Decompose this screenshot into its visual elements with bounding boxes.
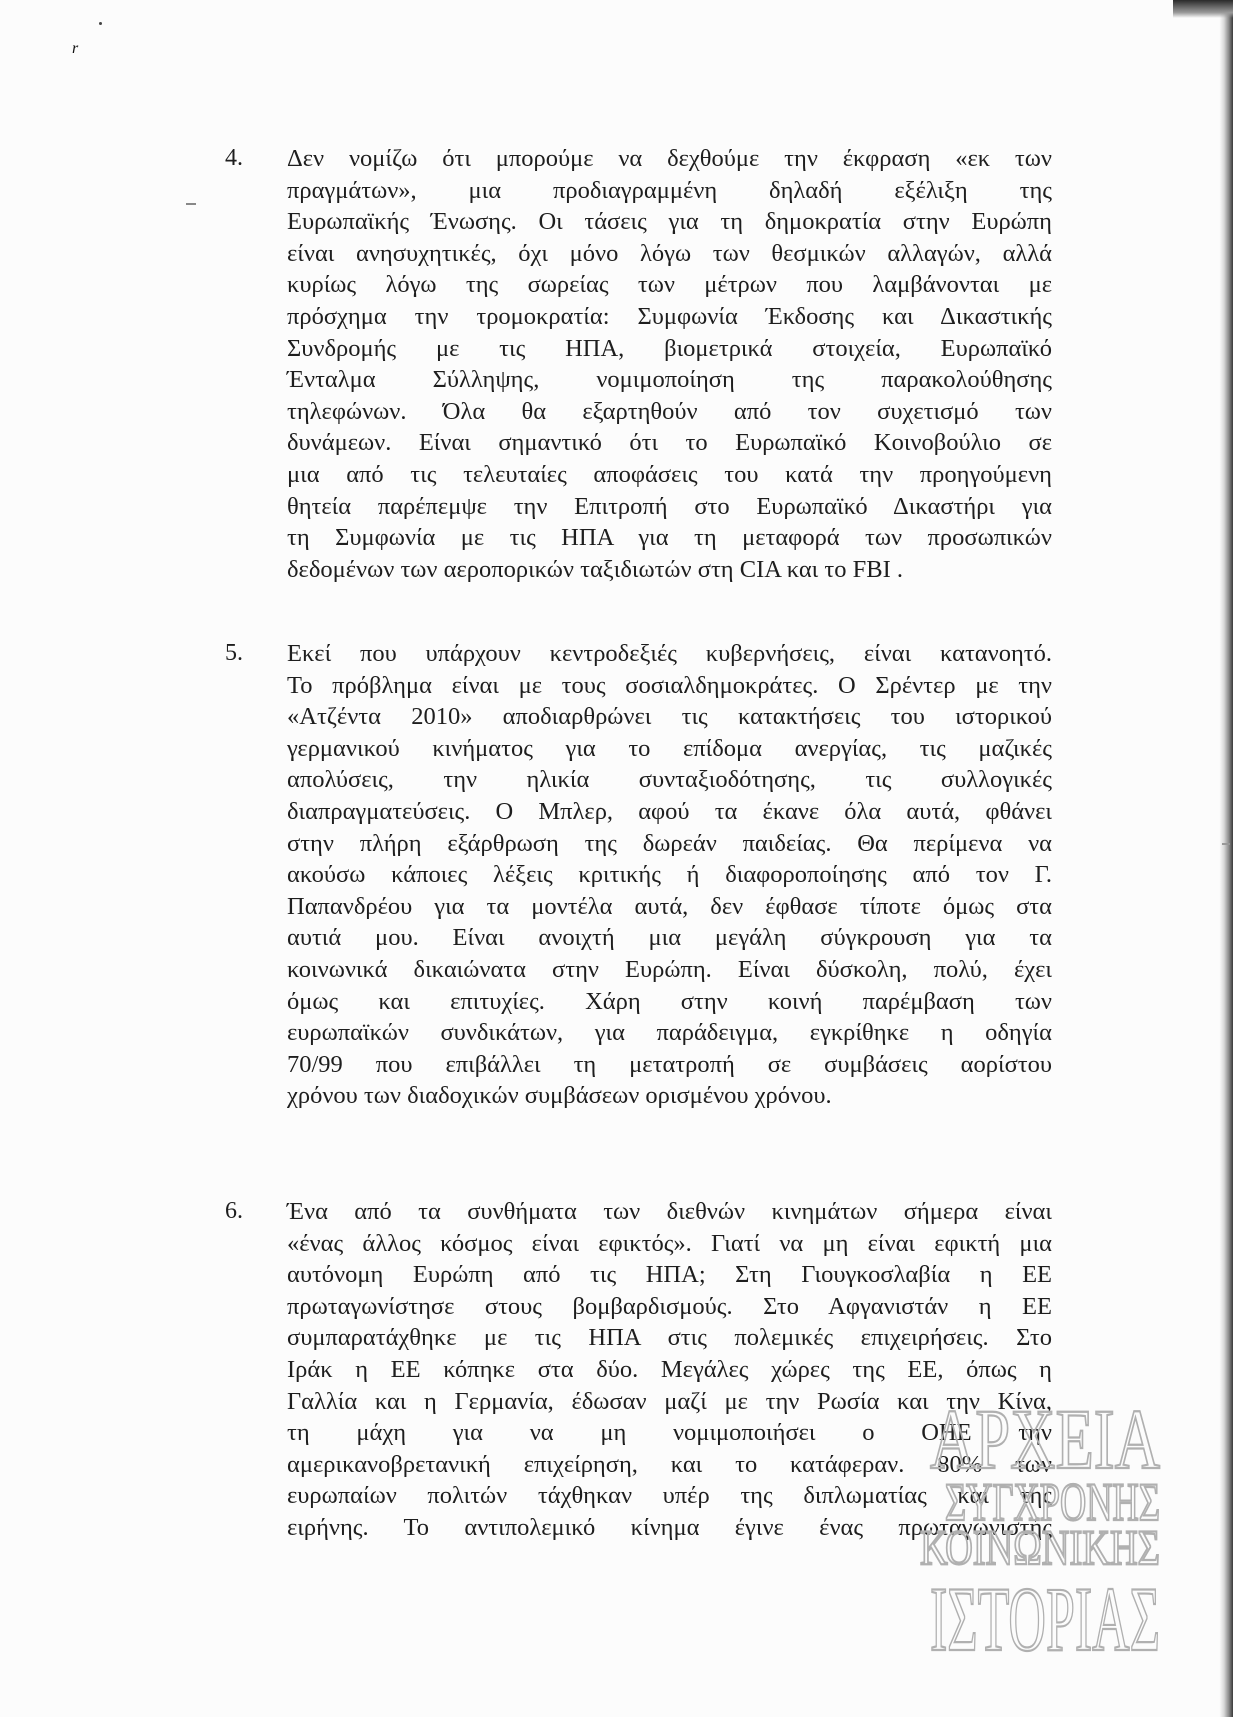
stamp-line-2: ΣΥΓΧΡΟΝΗΣ (945, 1472, 1160, 1532)
text-line: Το πρόβλημα είναι με τους σοσιαλδημοκράτες. Ο Σρέντερ με την (287, 671, 1052, 699)
text-line: γερμανικού κινήματος για το επίδομα ανεργίας, τις μαζικές (287, 734, 1052, 762)
text-line: απολύσεις, την ηλικία συνταξιοδότησης, τις συλλογικές (287, 766, 1052, 794)
paragraph-number: 4. (225, 145, 243, 171)
text-line: αμερικανοβρετανική επιχείρηση, και το κατάφεραν. 80% των (287, 1450, 1052, 1478)
text-line: θητεία παρέπεμψε την Επιτροπή στο Ευρωπαϊκό Δικαστήρι για (287, 492, 1052, 520)
text-line: πραγμάτων», μια προδιαγραμμένη δηλαδή εξέλιξη της (287, 176, 1052, 204)
scan-edge-top (1173, 0, 1233, 18)
paragraph-number: 6. (225, 1198, 243, 1224)
paragraph-text (287, 143, 1052, 585)
handwritten-mark: r (72, 40, 79, 57)
text-line: κοινωνικά δικαιώνατα στην Ευρώπη. Είναι δύσκολη, πολύ, έχει (287, 955, 1052, 983)
text-line: δυνάμεων. Είναι σημαντικό ότι το Ευρωπαϊκό Κοινοβούλιο σε (287, 429, 1052, 457)
text-line: ευρωπαϊκών συνδικάτων, για παράδειγμα, εγκρίθηκε η οδηγία (287, 1019, 1052, 1047)
scan-speck (1222, 843, 1230, 845)
text-line: Γαλλία και η Γερμανία, έδωσαν μαζί με την Ρωσία και την Κίνα, (287, 1387, 1052, 1415)
text-line: τη Συμφωνία με τις ΗΠΑ για τη μεταφορά των προσωπικών (287, 524, 1052, 552)
text-line: τηλεφώνων. Όλα θα εξαρτηθούν από τον συχετισμό των (287, 397, 1052, 425)
text-line: αυτόνομη Ευρώπη από τις ΗΠΑ; Στη Γιουγκοσλαβία η ΕΕ (287, 1261, 1052, 1289)
text-line: αυτιά μου. Είναι ανοιχτή μια μεγάλη σύγκρουση για τα (287, 924, 1052, 952)
text-line: ειρήνης. Το αντιπολεμικό κίνημα έγινε ένας πρωταγωνιστής (287, 1513, 1052, 1541)
stamp-line-1: ΑΡΧΕΙΑ (930, 1391, 1160, 1487)
scan-speck (99, 22, 102, 25)
text-line: μια από τις τελευταίες αποφάσεις του κατά την προηγούμενη (287, 460, 1052, 488)
text-line: Συνδρομής με τις ΗΠΑ, βιομετρικά στοιχεία, Ευρωπαϊκό (287, 334, 1052, 362)
scan-speck (186, 203, 196, 205)
text-line: χρόνου των διαδοχικών συμβάσεων ορισμένου χρόνου. (287, 1082, 832, 1110)
paragraph-text (287, 638, 1052, 1112)
text-line: Παπανδρέου για τα μοντέλα αυτά, δεν έφθασε τίποτε όμως στα (287, 892, 1052, 920)
text-line: πρόσχημα την τρομοκρατία: Συμφωνία Έκδοσης και Δικαστικής (287, 302, 1052, 330)
text-line: πρωταγωνίστησε στους βομβαρδισμούς. Στο Αφγανιστάν η ΕΕ (287, 1292, 1052, 1320)
text-line: ακούσω κάποιες λέξεις κριτικής ή διαφοροποίησης από τον Γ. (287, 861, 1052, 889)
text-line: κυρίως λόγω της σωρείας των μέτρων που λαμβάνονται με (287, 271, 1052, 299)
text-line: Ιράκ η ΕΕ κόπηκε στα δύο. Μεγάλες χώρες της ΕΕ, όπως η (287, 1355, 1052, 1383)
text-line: συμπαρατάχθηκε με τις ΗΠΑ στις πολεμικές επιχειρήσεις. Στο (287, 1324, 1052, 1352)
paragraph-number: 5. (225, 640, 243, 666)
text-line: είναι ανησυχητικές, όχι μόνο λόγω των θεσμικών αλλαγών, αλλά (287, 239, 1052, 267)
stamp-line-4: ΙΣΤΟΡΙΑΣ (930, 1568, 1160, 1670)
scan-edge (1219, 0, 1233, 1717)
text-line: ευρωπαίων πολιτών τάχθηκαν υπέρ της διπλωματίας και της (287, 1482, 1052, 1510)
text-line: Ευρωπαϊκής Ένωσης. Οι τάσεις για τη δημοκρατία στην Ευρώπη (287, 208, 1052, 236)
text-line: Εκεί που υπάρχουν κεντροδεξιές κυβερνήσεις, είναι κατανοητό. (287, 640, 1052, 667)
text-line: 70/99 που επιβάλλει τη μετατροπή σε συμβάσεις αορίστου (287, 1050, 1052, 1078)
text-line: Ένα από τα συνθήματα των διεθνών κινημάτων σήμερα είναι (287, 1198, 1052, 1225)
text-line: διαπραγματεύσεις. Ο Μπλερ, αφού τα έκανε όλα αυτά, φθάνει (287, 797, 1052, 825)
text-line: «ένας άλλος κόσμος είναι εφικτός». Γιατί να μη είναι εφικτή μια (287, 1229, 1052, 1257)
text-line: «Ατζέντα 2010» αποδιαρθρώνει τις κατακτήσεις του ιστορικού (287, 703, 1052, 731)
text-line: τη μάχη για να μη νομιμοποιήσει ο ΟΗΕ την (287, 1419, 1052, 1447)
text-line: στην πλήρη εξάρθρωση της δωρεάν παιδείας. Θα περίμενα να (287, 829, 1052, 857)
text-line: Δεν νομίζω ότι μπορούμε να δεχθούμε την έκφραση «εκ των (287, 145, 1052, 172)
stamp-line-3: ΚΟΙΝΩΝΙΚΗΣ (920, 1519, 1160, 1575)
paragraph-text (287, 1196, 1052, 1544)
text-line: όμως και επιτυχίες. Χάρη στην κοινή παρέμβαση των (287, 987, 1052, 1015)
text-line: δεδομένων των αεροπορικών ταξιδιωτών στη CIA και το FBI . (287, 555, 903, 583)
text-line: Ένταλμα Σύλληψης, νομιμοποίηση της παρακολούθησης (287, 366, 1052, 394)
